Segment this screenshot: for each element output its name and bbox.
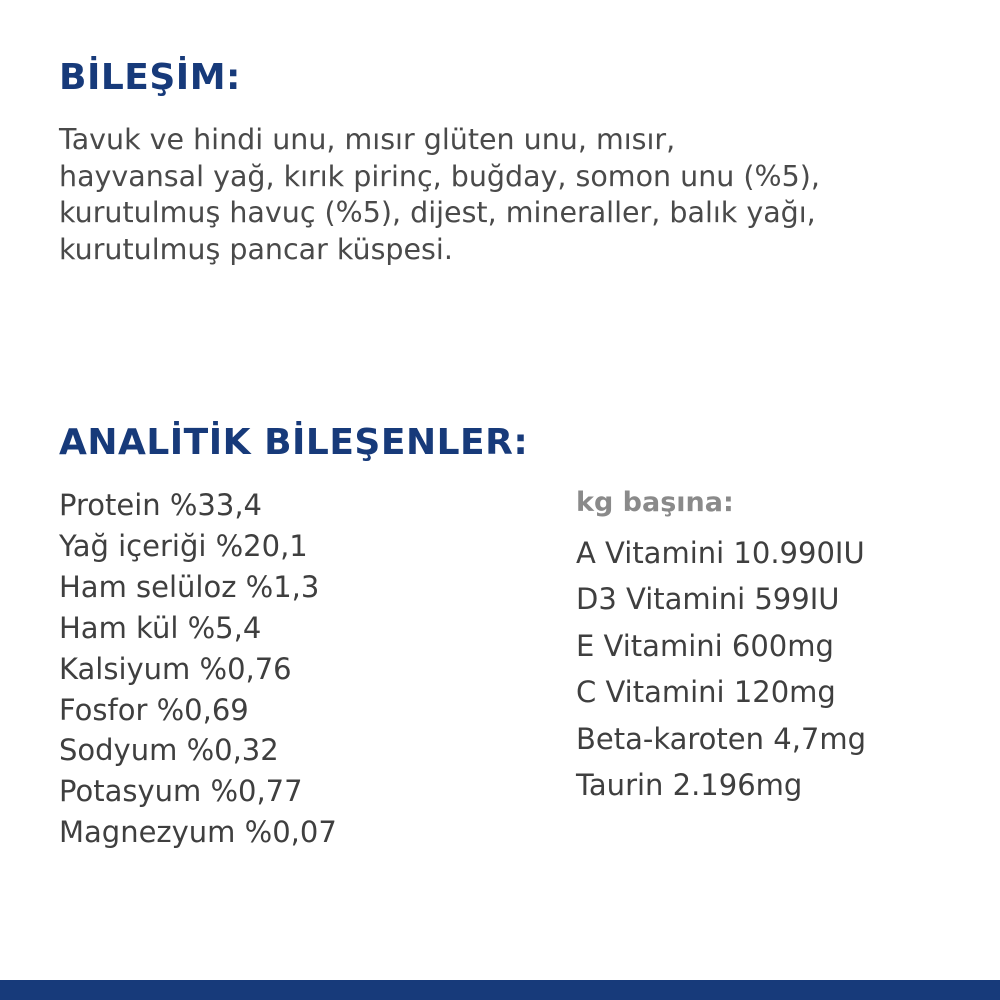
per-kg-item-taurine: Taurin 2.196mg — [576, 768, 803, 803]
composition-line: Tavuk ve hindi unu, mısır glüten unu, mısır, — [59, 123, 676, 156]
per-kg-item-vitamin-a: A Vitamini 10.990IU — [576, 536, 865, 570]
per-kg-item-vitamin-d3: D3 Vitamini 599IU — [576, 582, 840, 617]
analytic-item-protein: Protein %33,4 — [59, 488, 262, 522]
per-kg-item-vitamin-e: E Vitamini 600mg — [576, 628, 834, 663]
composition-heading: BİLEŞİM: — [59, 57, 241, 98]
analytic-item-crude-fiber: Ham selüloz %1,3 — [59, 569, 320, 604]
analytic-components-heading: ANALİTİK BİLEŞENLER: — [59, 422, 529, 463]
footer-bar — [0, 980, 1000, 1000]
composition-line: hayvansal yağ, kırık pirinç, buğday, somon unu (%5), — [59, 159, 820, 193]
analytic-item-calcium: Kalsiyum %0,76 — [59, 651, 292, 686]
analytic-item-sodium: Sodyum %0,32 — [59, 733, 279, 768]
analytic-item-fat: Yağ içeriği %20,1 — [59, 528, 308, 563]
composition-text — [59, 122, 820, 268]
per-kg-item-vitamin-c: C Vitamini 120mg — [576, 675, 836, 710]
composition-line: kurutulmuş pancar küspesi. — [59, 232, 453, 266]
per-kg-item-beta-carotene: Beta-karoten 4,7mg — [576, 721, 867, 756]
analytic-item-magnesium: Magnezyum %0,07 — [59, 815, 337, 850]
analytic-item-phosphorus: Fosfor %0,69 — [59, 692, 249, 727]
composition-line: kurutulmuş havuç (%5), dijest, mineraller, balık yağı, — [59, 196, 816, 229]
analytic-item-crude-ash: Ham kül %5,4 — [59, 610, 262, 645]
analytic-item-potassium: Potasyum %0,77 — [59, 774, 303, 809]
per-kg-list — [576, 530, 866, 808]
per-kg-label: kg başına: — [576, 487, 734, 518]
analytic-components-list — [59, 485, 337, 853]
